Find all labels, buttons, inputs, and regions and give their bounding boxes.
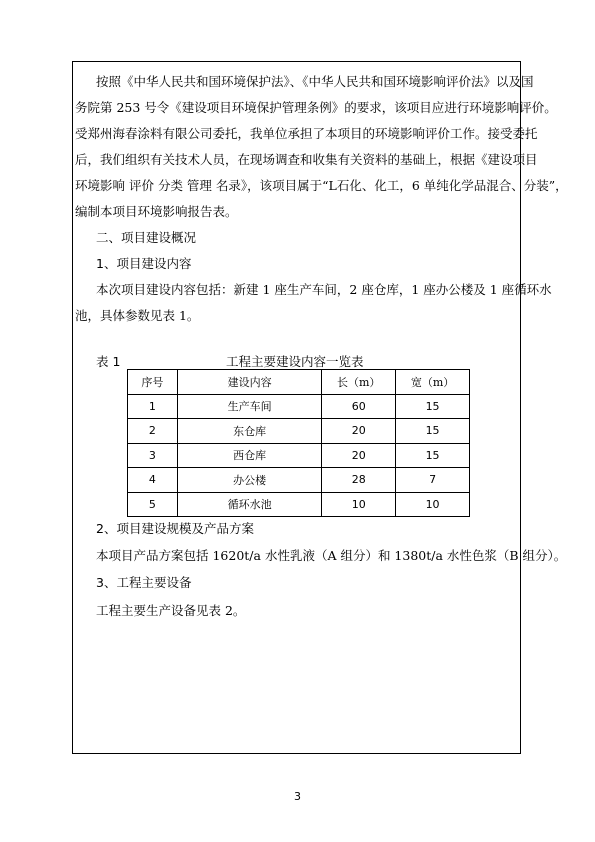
page-number: 3 xyxy=(294,790,301,803)
table-header: 建设内容 xyxy=(177,370,321,395)
table-row xyxy=(128,468,470,493)
table-cell: 3 xyxy=(128,443,178,468)
table-cell: 5 xyxy=(128,492,178,517)
table-header-row xyxy=(128,370,470,395)
table-header: 序号 xyxy=(128,370,178,395)
table-cell: 15 xyxy=(396,443,470,468)
table-header: 长（m） xyxy=(322,370,396,395)
table-cell: 15 xyxy=(396,419,470,444)
table-cell: 东仓库 xyxy=(177,419,321,444)
subsection-1-text-line-2: 池，具体参数见表 1。 xyxy=(75,308,200,323)
table-row xyxy=(128,419,470,444)
intro-line-5: 环境影响 评价 分类 管理 名录》，该项目属于“L石化、化工，6 单纯化学品混合、分装”， xyxy=(75,178,568,193)
subsection-1-text-line-1: 本次项目建设内容包括：新建 1 座生产车间，2 座仓库，1 座办公楼及 1 座循环水 xyxy=(96,282,552,297)
section-title: 二、项目建设概况 xyxy=(96,230,197,245)
table-cell: 循环水池 xyxy=(177,492,321,517)
subsection-2-title: 2、项目建设规模及产品方案 xyxy=(96,521,254,536)
intro-line-6: 编制本项目环境影响报告表。 xyxy=(75,204,238,219)
intro-line-4: 后，我们组织有关技术人员，在现场调查和收集有关资料的基础上，根据《建设项目 xyxy=(75,152,538,167)
intro-line-1: 按照《中华人民共和国环境保护法》、《中华人民共和国环境影响评价法》以及国 xyxy=(96,74,534,89)
table-cell: 10 xyxy=(396,492,470,517)
table-row xyxy=(128,394,470,419)
table-cell: 20 xyxy=(322,443,396,468)
table-cell: 2 xyxy=(128,419,178,444)
intro-line-2: 务院第 253 号令《建设项目环境保护管理条例》的要求，该项目应进行环境影响评价。 xyxy=(75,100,557,115)
subsection-3-title: 3、工程主要设备 xyxy=(96,575,192,590)
table-title: 工程主要建设内容一览表 xyxy=(226,354,364,369)
table-cell: 1 xyxy=(128,394,178,419)
table-header: 宽（m） xyxy=(396,370,470,395)
table-row xyxy=(128,443,470,468)
table-label: 表 1 xyxy=(96,354,121,369)
subsection-2-text: 本项目产品方案包括 1620t/a 水性乳液（A 组分）和 1380t/a 水性色浆（B 组分）。 xyxy=(96,548,567,563)
table-cell: 10 xyxy=(322,492,396,517)
table-cell: 7 xyxy=(396,468,470,493)
table-row xyxy=(128,492,470,517)
table-cell: 西仓库 xyxy=(177,443,321,468)
intro-line-3: 受郑州海春涂料有限公司委托，我单位承担了本项目的环境影响评价工作。接受委托 xyxy=(75,126,538,141)
table-cell: 28 xyxy=(322,468,396,493)
table-cell: 4 xyxy=(128,468,178,493)
subsection-3-text: 工程主要生产设备见表 2。 xyxy=(96,603,246,618)
table-cell: 20 xyxy=(322,419,396,444)
table-cell: 办公楼 xyxy=(177,468,321,493)
construction-table xyxy=(127,369,470,517)
table-cell: 生产车间 xyxy=(177,394,321,419)
subsection-1-title: 1、项目建设内容 xyxy=(96,256,192,271)
table-cell: 60 xyxy=(322,394,396,419)
table-cell: 15 xyxy=(396,394,470,419)
